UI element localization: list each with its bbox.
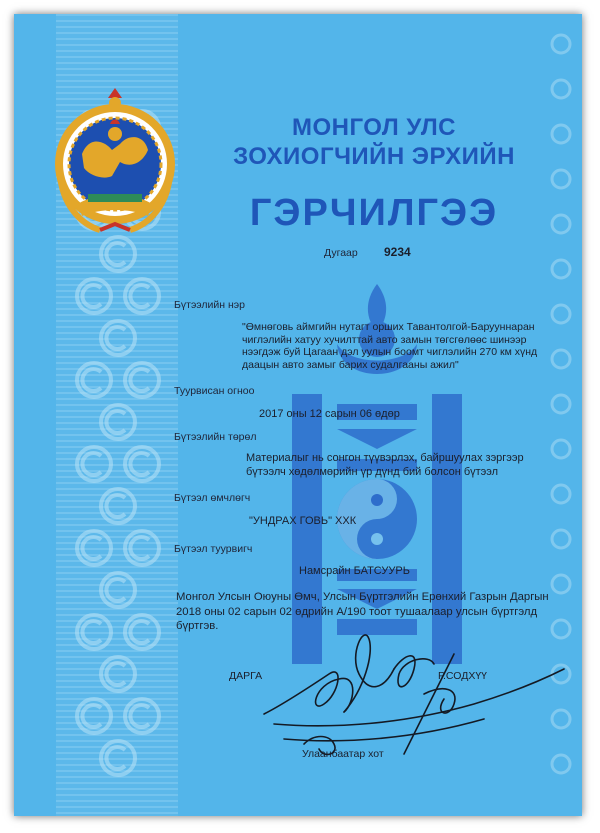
work-title-value: "Өмнөговь аймгийн нутагт орших Тавантолгой-Барууннаран чиглэлийн хатуу хучилттай авто замын төгсгөлөөс шинээр нээгдэж буй Цагаан дэл уулын боомт чиглэлийн 270 км хүнд даацын авто замыг барих судалгааны ажил" — [242, 321, 538, 371]
work-title-label: Бүтээлийн нэр — [174, 299, 246, 311]
certificate-page — [14, 14, 582, 816]
chief-name: Р.СОДХҮҮ — [438, 670, 488, 682]
mongolia-state-emblem-icon — [50, 84, 180, 234]
city-label: Улаанбаатар хот — [302, 748, 384, 760]
registry-statement: Монгол Улсын Оюуны Өмч, Улсын Бүртгэлийн Ерөнхий Газрын Даргын 2018 оны 02 сарын 02 өдрийн А/190 тоот тушаалаар улсын бүртгэлд бүртгэв. — [176, 591, 549, 632]
author-value: Намсрайн БАТСУУРЬ — [299, 565, 410, 577]
created-date-value: 2017 оны 12 сарын 06 өдөр — [259, 408, 400, 420]
work-type-label: Бүтээлийн төрөл — [174, 431, 257, 443]
country-title: МОНГОЛ УЛС — [291, 114, 457, 141]
handwritten-signature-icon — [244, 594, 574, 784]
owner-value: "УНДРАХ ГОВЬ" ХХК — [249, 515, 357, 527]
certificate-title: ГЭРЧИЛГЭЭ — [249, 192, 499, 234]
number-value: 9234 — [384, 245, 411, 259]
rights-title: ЗОХИОГЧИЙН ЭРХИЙН — [233, 143, 515, 170]
owner-label: Бүтээл өмчлөгч — [174, 492, 251, 504]
work-type-value: Материалыг нь сонгон түүвэрлэх, байршуулах зэргээр бүтээлч хөдөлмөрийн үр дүнд бий болсон бүтээл — [246, 452, 524, 478]
chief-label: ДАРГА — [229, 670, 263, 682]
author-label: Бүтээл туурвигч — [174, 543, 253, 555]
number-label: Дугаар — [324, 247, 358, 259]
created-date-label: Туурвисан огноо — [174, 385, 255, 397]
